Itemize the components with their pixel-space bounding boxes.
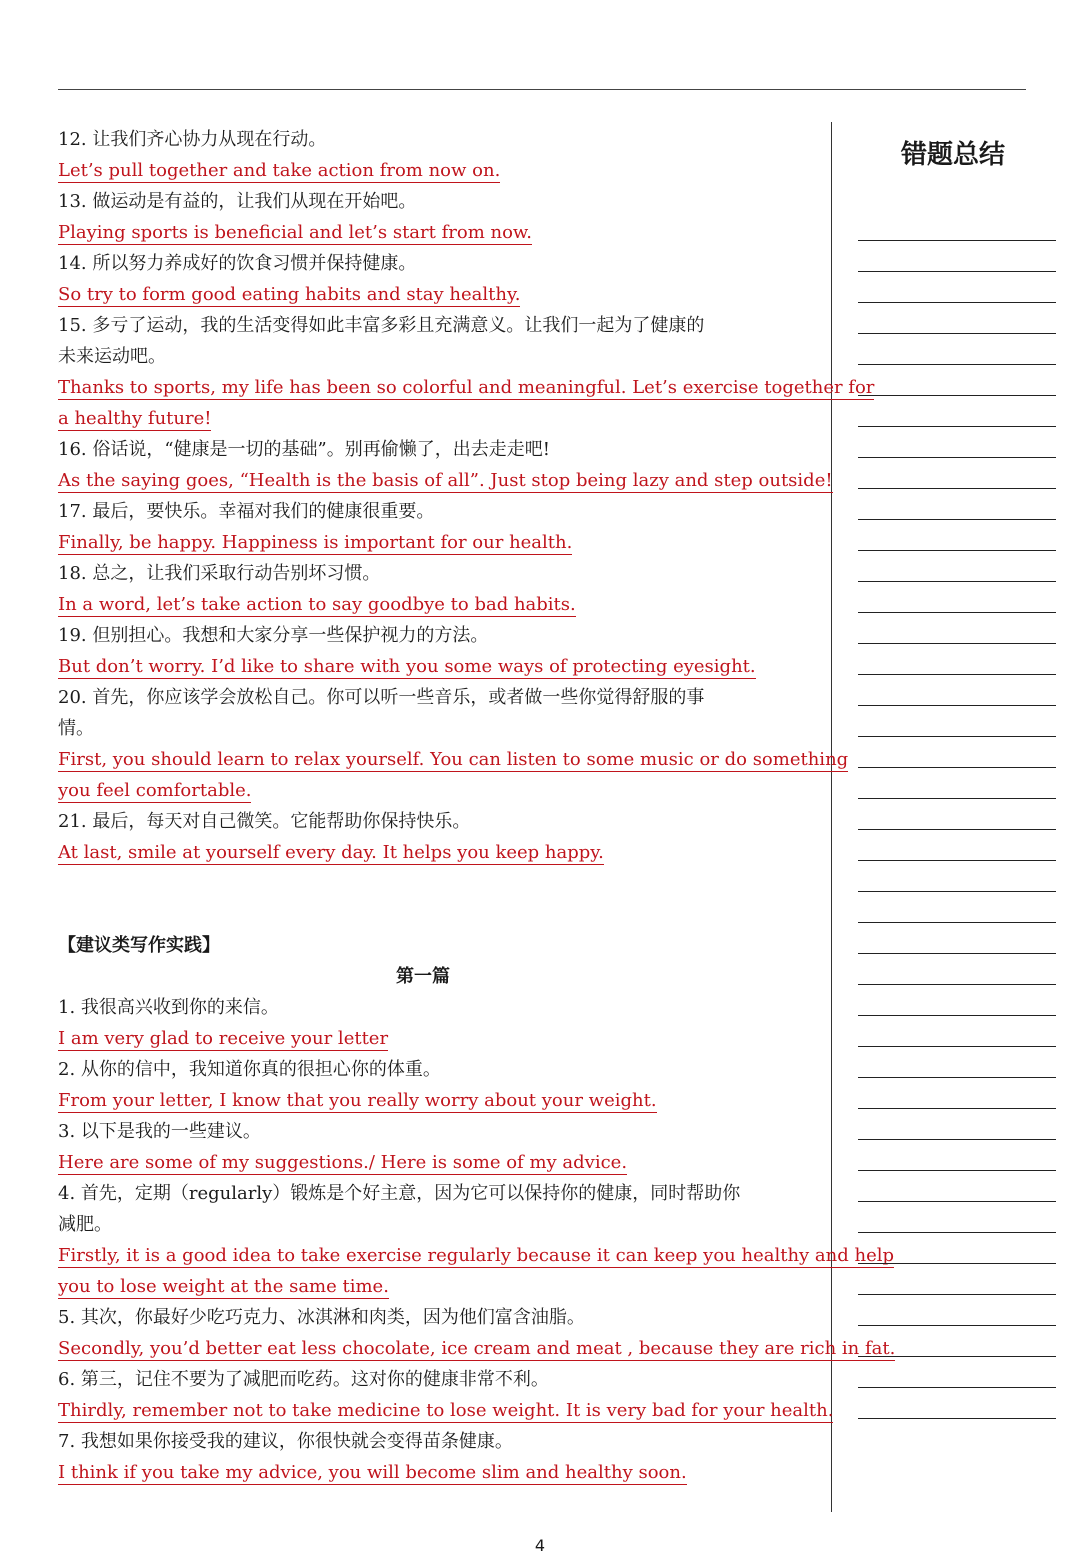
chinese-sentence-line: 2. 从你的信中，我知道你真的很担心你的体重。 xyxy=(58,1059,441,1080)
chinese-sentence-line: 13. 做运动是有益的，让我们从现在开始吧。 xyxy=(58,191,417,212)
chinese-sentence-line: 12. 让我们齐心协力从现在行动。 xyxy=(58,129,327,150)
blank-writing-line xyxy=(858,737,1056,768)
blank-writing-line xyxy=(858,1140,1056,1171)
section-title: 【建议类写作实践】 xyxy=(58,935,220,956)
sentence-list-part1 xyxy=(58,124,875,868)
blank-writing-line xyxy=(858,1357,1056,1388)
english-translation-text: I think if you take my advice, you will become slim and healthy soon. xyxy=(58,1462,687,1483)
english-translation-text: you to lose weight at the same time. xyxy=(58,1276,389,1297)
blank-writing-line xyxy=(858,396,1056,427)
chinese-sentence-line: 21. 最后，每天对自己微笑。它能帮助你保持快乐。 xyxy=(58,811,471,832)
blank-writing-line xyxy=(858,1171,1056,1202)
main-column xyxy=(58,124,896,1488)
chinese-sentence-line: 17. 最后，要快乐。幸福对我们的健康很重要。 xyxy=(58,501,435,522)
english-translation-line xyxy=(58,1271,830,1302)
chinese-sentence-line: 3. 以下是我的一些建议。 xyxy=(58,1121,261,1142)
english-translation-text: At last, smile at yourself every day. It helps you keep happy. xyxy=(58,842,604,863)
english-translation-text: Finally, be happy. Happiness is important for our health. xyxy=(58,532,573,553)
blank-writing-line xyxy=(858,644,1056,675)
english-translation-line xyxy=(58,589,830,620)
english-translation-text: Thirdly, remember not to take medicine to lose weight. It is very bad for your health. xyxy=(58,1400,834,1421)
blank-writing-line xyxy=(858,365,1056,396)
english-translation-line xyxy=(58,651,830,682)
english-translation-line xyxy=(58,1147,830,1178)
english-translation-line xyxy=(58,1395,834,1426)
section-subtitle: 第一篇 xyxy=(396,966,450,987)
english-translation-line xyxy=(58,527,830,558)
blank-writing-line xyxy=(858,489,1056,520)
chinese-sentence-line: 减肥。 xyxy=(58,1214,112,1235)
english-translation-line xyxy=(58,217,830,248)
blank-writing-line xyxy=(858,1388,1056,1419)
blank-writing-line xyxy=(858,241,1056,272)
english-translation-line xyxy=(58,775,830,806)
english-translation-line xyxy=(58,1085,830,1116)
chinese-sentence-line: 16. 俗话说，“健康是一切的基础”。别再偷懒了，出去走走吧! xyxy=(58,439,550,460)
english-translation-line xyxy=(58,1240,895,1271)
page-number: 4 xyxy=(534,1536,546,1555)
english-translation-line xyxy=(58,403,830,434)
blank-writing-line xyxy=(858,1078,1056,1109)
english-translation-text: From your letter, I know that you really worry about your weight. xyxy=(58,1090,657,1111)
blank-writing-line xyxy=(858,954,1056,985)
english-translation-line xyxy=(58,1333,896,1364)
blank-writing-line xyxy=(858,582,1056,613)
chinese-sentence-line: 未来运动吧。 xyxy=(58,346,166,367)
blank-writing-line xyxy=(858,706,1056,737)
chinese-sentence-line: 1. 我很高兴收到你的来信。 xyxy=(58,997,279,1018)
column-divider xyxy=(831,122,832,1512)
chinese-sentence-line: 4. 首先，定期（regularly）锻炼是个好主意，因为它可以保持你的健康，同时帮助你 xyxy=(58,1183,741,1204)
spacer xyxy=(58,868,830,930)
blank-writing-line xyxy=(858,1295,1056,1326)
english-translation-text: you feel comfortable. xyxy=(58,780,252,801)
english-translation-text: Here are some of my suggestions./ Here is some of my advice. xyxy=(58,1152,628,1173)
blank-writing-line xyxy=(858,427,1056,458)
english-translation-line xyxy=(58,837,830,868)
chinese-sentence-line: 20. 首先，你应该学会放松自己。你可以听一些音乐，或者做一些你觉得舒服的事 xyxy=(58,687,705,708)
blank-writing-line xyxy=(858,861,1056,892)
blank-writing-line xyxy=(858,1233,1056,1264)
blank-writing-line xyxy=(858,210,1056,241)
english-translation-text: Playing sports is beneficial and let’s start from now. xyxy=(58,222,532,243)
blank-writing-line xyxy=(858,334,1056,365)
blank-writing-line xyxy=(858,923,1056,954)
chinese-sentence-line: 7. 我想如果你接受我的建议，你很快就会变得苗条健康。 xyxy=(58,1431,513,1452)
english-translation-line xyxy=(58,155,830,186)
writing-lines xyxy=(858,210,1056,1419)
blank-writing-line xyxy=(858,1326,1056,1357)
blank-writing-line xyxy=(858,1016,1056,1047)
english-translation-text: As the saying goes, “Health is the basis of all”. Just stop being lazy and step outside! xyxy=(58,470,833,491)
english-translation-text: Firstly, it is a good idea to take exercise regularly because it can keep you healthy and help xyxy=(58,1245,895,1266)
blank-writing-line xyxy=(858,613,1056,644)
chinese-sentence-line: 19. 但别担心。我想和大家分享一些保护视力的方法。 xyxy=(58,625,489,646)
blank-writing-line xyxy=(858,551,1056,582)
blank-writing-line xyxy=(858,520,1056,551)
blank-writing-line xyxy=(858,892,1056,923)
blank-writing-line xyxy=(858,799,1056,830)
sentence-list-part2 xyxy=(58,992,896,1488)
chinese-sentence-line: 5. 其次，你最好少吃巧克力、冰淇淋和肉类，因为他们富含油脂。 xyxy=(58,1307,585,1328)
english-translation-text: So try to form good eating habits and stay healthy. xyxy=(58,284,521,305)
blank-writing-line xyxy=(858,303,1056,334)
english-translation-text: I am very glad to receive your letter xyxy=(58,1028,389,1049)
english-translation-line xyxy=(58,372,875,403)
blank-writing-line xyxy=(858,768,1056,799)
english-translation-line xyxy=(58,744,849,775)
english-translation-line xyxy=(58,279,830,310)
header-rule xyxy=(58,89,1026,90)
english-translation-line xyxy=(58,465,833,496)
blank-writing-line xyxy=(858,985,1056,1016)
english-translation-line xyxy=(58,1457,830,1488)
chinese-sentence-line: 6. 第三，记住不要为了减肥而吃药。这对你的健康非常不利。 xyxy=(58,1369,549,1390)
chinese-sentence-line: 情。 xyxy=(58,718,94,739)
mistake-summary-panel xyxy=(856,132,1056,178)
english-translation-text: In a word, let’s take action to say goodbye to bad habits. xyxy=(58,594,576,615)
blank-writing-line xyxy=(858,1264,1056,1295)
english-translation-line xyxy=(58,1023,830,1054)
blank-writing-line xyxy=(858,1047,1056,1078)
chinese-sentence-line: 15. 多亏了运动，我的生活变得如此丰富多彩且充满意义。让我们一起为了健康的 xyxy=(58,315,705,336)
blank-writing-line xyxy=(858,830,1056,861)
blank-writing-line xyxy=(858,458,1056,489)
english-translation-text: But don’t worry. I’d like to share with you some ways of protecting eyesight. xyxy=(58,656,756,677)
sidebar-title: 错题总结 xyxy=(900,140,1005,170)
chinese-sentence-line: 18. 总之，让我们采取行动告别坏习惯。 xyxy=(58,563,381,584)
english-translation-text: Let’s pull together and take action from now on. xyxy=(58,160,501,181)
blank-writing-line xyxy=(858,272,1056,303)
blank-writing-line xyxy=(858,1202,1056,1233)
chinese-sentence-line: 14. 所以努力养成好的饮食习惯并保持健康。 xyxy=(58,253,417,274)
blank-writing-line xyxy=(858,1109,1056,1140)
english-translation-text: Thanks to sports, my life has been so colorful and meaningful. Let’s exercise together for xyxy=(58,377,875,398)
english-translation-text: a healthy future! xyxy=(58,408,212,429)
english-translation-text: First, you should learn to relax yourself. You can listen to some music or do something xyxy=(58,749,849,770)
english-translation-text: Secondly, you’d better eat less chocolate, ice cream and meat , because they are rich in fat. xyxy=(58,1338,896,1359)
blank-writing-line xyxy=(858,675,1056,706)
